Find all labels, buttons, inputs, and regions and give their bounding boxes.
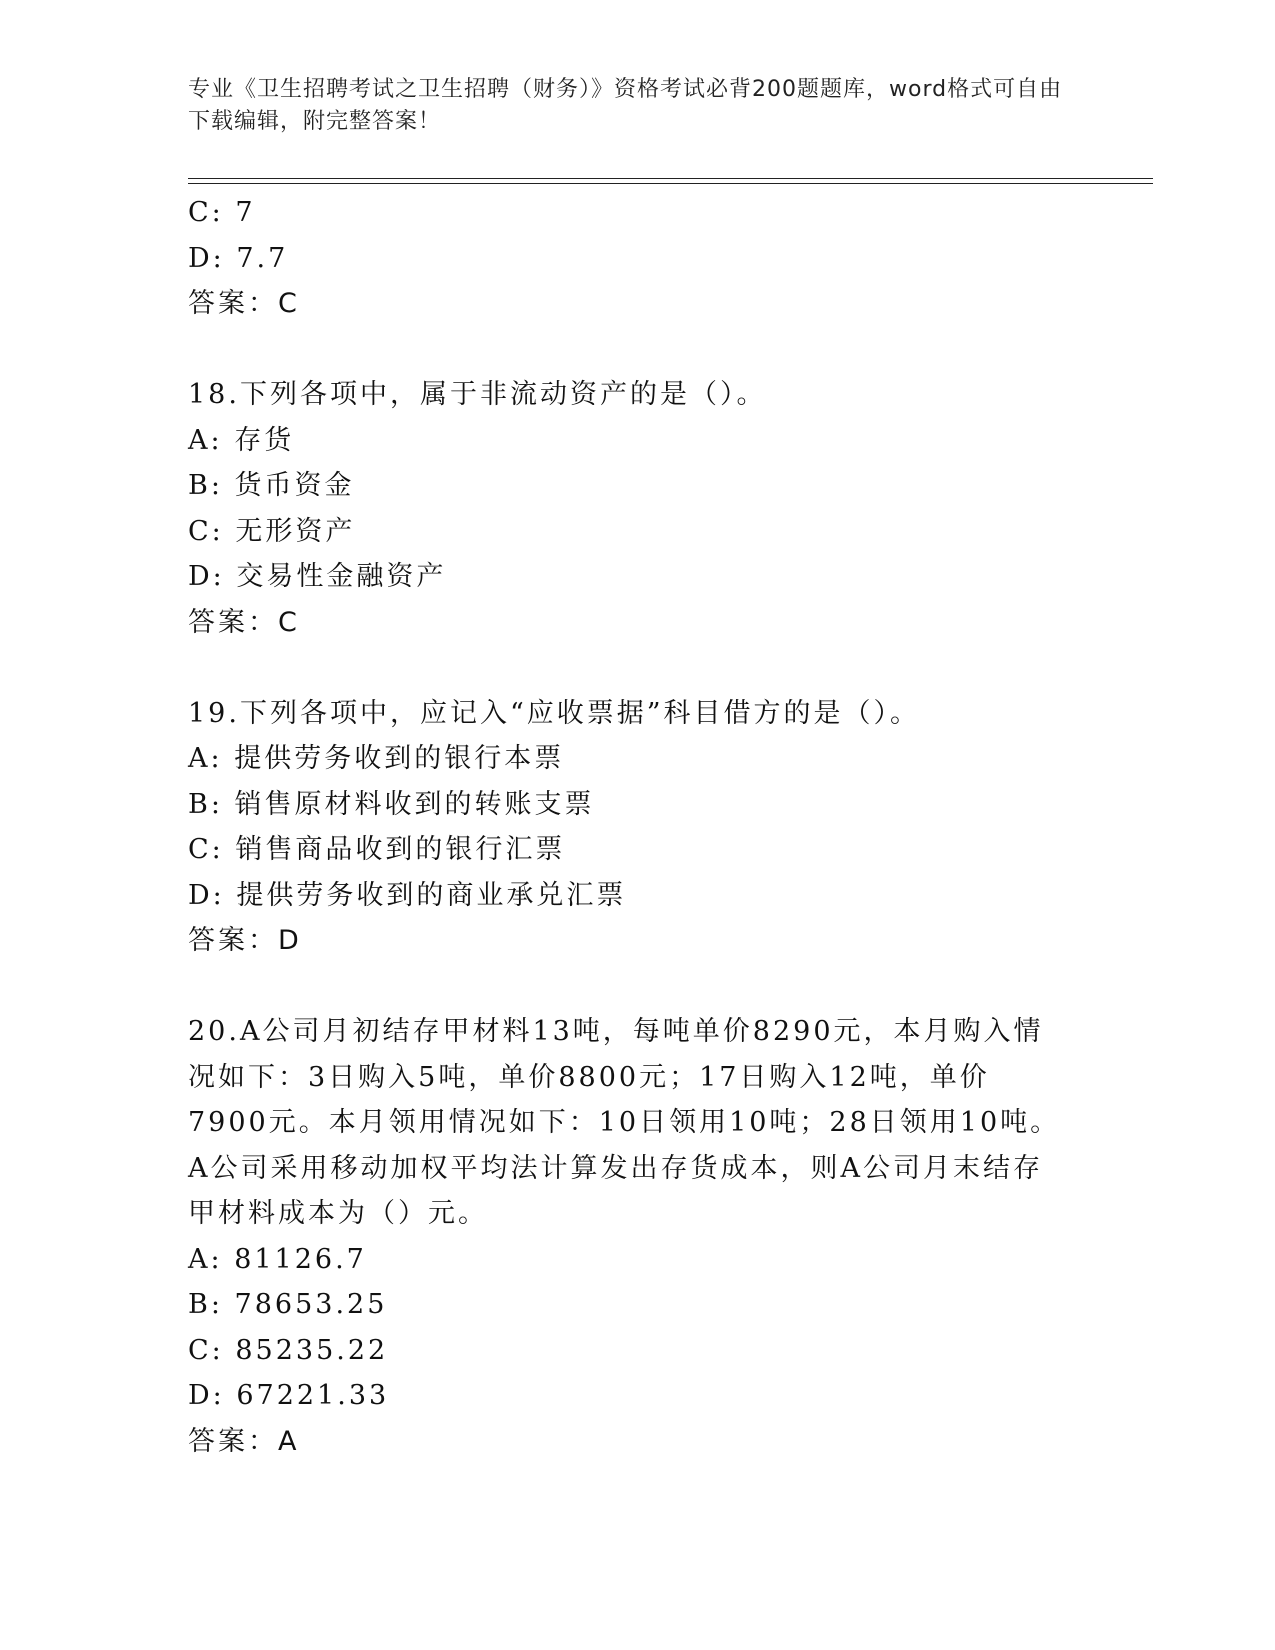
question-stem: A公司月初结存甲材料13吨，每吨单价8290元，本月购入情况如下：3日购入5吨，单价8800元；17日购入12吨，单价7900元。本月领用情况如下：10日领用10吨；28日领用10吨。A公司采用移动加权平均法计算发出存货成本，则A公司月末结存甲材料成本为（）元。 bbox=[188, 1016, 1061, 1229]
option-text: 提供劳务收到的银行本票 bbox=[234, 743, 565, 774]
option-c bbox=[188, 1328, 1088, 1374]
option-text: 存货 bbox=[234, 424, 295, 456]
answer-line bbox=[188, 918, 1088, 964]
option-label: D: bbox=[188, 242, 225, 274]
answer-value: C bbox=[278, 606, 300, 638]
question-number: 18. bbox=[188, 379, 240, 410]
question-stem: 下列各项中，属于非流动资产的是（）。 bbox=[239, 379, 767, 410]
option-label: A: bbox=[188, 424, 223, 456]
option-text: 销售商品收到的银行汇票 bbox=[235, 834, 566, 865]
option-text: 货币资金 bbox=[234, 470, 355, 501]
question-text bbox=[188, 1009, 1068, 1237]
option-label: B: bbox=[188, 470, 223, 501]
option-c bbox=[188, 190, 1088, 236]
option-text: 85235.22 bbox=[235, 1334, 389, 1366]
option-c bbox=[188, 827, 1088, 873]
option-d bbox=[188, 236, 1088, 282]
option-a bbox=[188, 736, 1088, 782]
answer-label: 答案： bbox=[188, 1425, 278, 1457]
answer-label: 答案： bbox=[188, 606, 278, 638]
option-label: C: bbox=[188, 834, 224, 865]
option-b bbox=[188, 463, 1088, 509]
option-text: 提供劳务收到的商业承兑汇票 bbox=[236, 879, 627, 911]
question-block bbox=[188, 1009, 1088, 1464]
option-text: 7.7 bbox=[236, 242, 289, 274]
answer-value: D bbox=[278, 925, 302, 956]
option-a bbox=[188, 418, 1088, 464]
question-stem: 下列各项中，应记入“应收票据”科目借方的是（）。 bbox=[239, 697, 921, 729]
answer-value: A bbox=[278, 1425, 300, 1457]
question-block bbox=[188, 372, 1088, 645]
header-divider-bottom bbox=[188, 183, 1153, 184]
answer-line bbox=[188, 281, 1088, 327]
question-block bbox=[188, 691, 1088, 964]
option-text: 67221.33 bbox=[236, 1380, 390, 1411]
question-number: 19. bbox=[188, 697, 240, 729]
option-a bbox=[188, 1237, 1088, 1283]
question-number: 20. bbox=[188, 1016, 240, 1047]
option-b bbox=[188, 1282, 1088, 1328]
answer-label: 答案： bbox=[188, 925, 278, 956]
answer-label: 答案： bbox=[188, 288, 278, 319]
option-text: 无形资产 bbox=[235, 515, 356, 547]
option-label: C: bbox=[188, 197, 224, 228]
question-text bbox=[188, 372, 1068, 418]
option-label: D: bbox=[188, 1380, 225, 1411]
option-c bbox=[188, 509, 1088, 555]
option-text: 81126.7 bbox=[234, 1243, 367, 1275]
option-b bbox=[188, 782, 1088, 828]
document-header bbox=[188, 74, 1068, 138]
answer-value: C bbox=[278, 288, 300, 319]
option-label: B: bbox=[188, 788, 223, 820]
answer-line bbox=[188, 600, 1088, 646]
document-body bbox=[188, 190, 1088, 1464]
option-text: 78653.25 bbox=[234, 1289, 388, 1320]
option-label: A: bbox=[188, 1243, 223, 1275]
question-text bbox=[188, 691, 1068, 737]
option-label: D: bbox=[188, 561, 225, 592]
answer-line bbox=[188, 1419, 1088, 1465]
option-label: C: bbox=[188, 515, 224, 547]
option-label: C: bbox=[188, 1334, 224, 1366]
prev-question-block bbox=[188, 190, 1088, 327]
option-label: D: bbox=[188, 879, 225, 911]
option-d bbox=[188, 873, 1088, 919]
option-text: 7 bbox=[235, 197, 256, 228]
header-title: 专业《卫生招聘考试之卫生招聘（财务）》资格考试必背200题题库，word格式可自由下载编辑，附完整答案！ bbox=[188, 77, 1063, 134]
option-label: B: bbox=[188, 1289, 223, 1320]
option-text: 交易性金融资产 bbox=[236, 561, 447, 592]
header-divider-top bbox=[188, 178, 1153, 179]
option-d bbox=[188, 1373, 1088, 1419]
option-d bbox=[188, 554, 1088, 600]
option-text: 销售原材料收到的转账支票 bbox=[234, 788, 595, 820]
option-label: A: bbox=[188, 743, 223, 774]
